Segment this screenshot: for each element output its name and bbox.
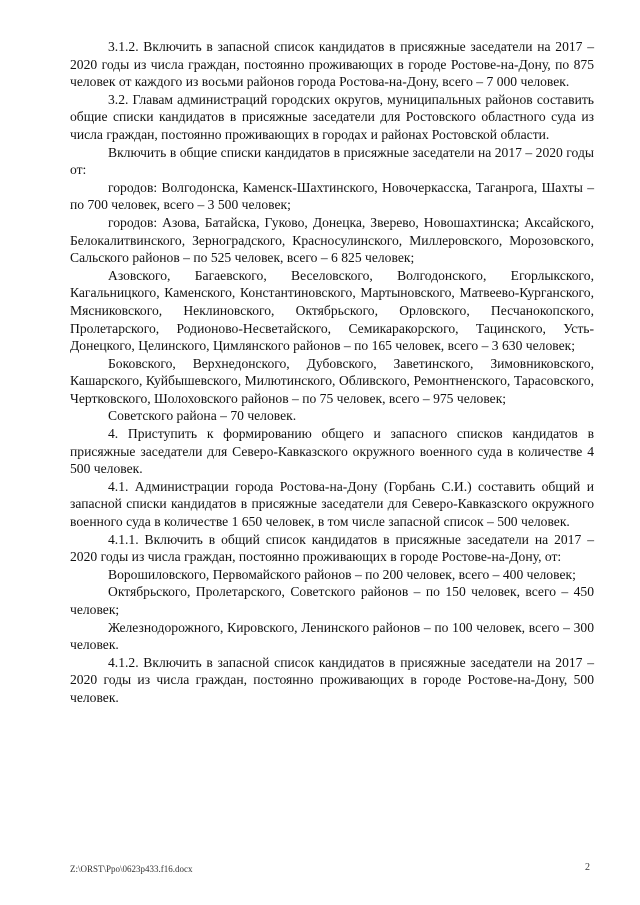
paragraph-include-general-lists: Включить в общие списки кандидатов в присяжные заседатели на 2017 – 2020 годы от: (70, 144, 594, 178)
paragraph-cities-700: городов: Волгодонска, Каменск-Шахтинского, Новочеркасска, Таганрога, Шахты – по 700 человек, всего – 3 500 человек; (70, 179, 594, 213)
paragraph-oktyabrsky-150: Октябрьского, Пролетарского, Советского районов – по 150 человек, всего – 450 человек; (70, 584, 594, 617)
paragraph-4-1: 4.1. Администрации города Ростова-на-Дону (Горбань С.И.) составить общий и запасной списки кандидатов в присяжные заседатели для Северо-Кавказского окружного военного суда в количестве 1 650 человек, в том числе запасной список – 500 человек. (70, 478, 594, 530)
paragraph-cities-districts-525: городов: Азова, Батайска, Гуково, Донецка, Зверево, Новошахтинска; Аксайского, Белокалитвинского, Зерноградского, Красносулинского, Миллеровского, Морозовского, Сальского районов – по 525 человек, всего – 6 825 человек; (70, 214, 594, 266)
footer-page-number: 2 (585, 862, 590, 873)
paragraph-districts-75: Боковского, Верхнедонского, Дубовского, Заветинского, Зимовниковского, Кашарского, Куйбышевского, Милютинского, Обливского, Ремонтненского, Тарасовского, Чертковского, Шолоховского районов – по 75 человек, всего – 975 человек; (70, 355, 594, 406)
paragraph-sovetsky-70: Советского района – 70 человек. (108, 408, 297, 424)
paragraph-3-1-2: 3.1.2. Включить в запасной список кандидатов в присяжные заседатели на 2017 – 2020 годы из числа граждан, постоянно проживающих в городе Ростове-на-Дону, по 875 человек от каждого из восьми районов города Ростова-на-Дону, всего – 7 000 человек. (70, 39, 594, 90)
paragraph-zheleznodorozhny-100: Железнодорожного, Кировского, Ленинского районов – по 100 человек, всего – 300 человек. (70, 619, 594, 653)
document-body (70, 38, 594, 707)
paragraph-4-1-2: 4.1.2. Включить в запасной список кандидатов в присяжные заседатели на 2017 – 2020 годы из числа граждан, постоянно проживающих в городе Ростове-на-Дону, 500 человек. (70, 654, 594, 705)
paragraph-4-1-1: 4.1.1. Включить в общий список кандидатов в присяжные заседатели на 2017 – 2020 годы из числа граждан, постоянно проживающих в городе Ростове-на-Дону, от: (70, 531, 594, 565)
paragraph-3-2: 3.2. Главам администраций городских округов, муниципальных районов составить общие списки кандидатов в присяжные заседатели для Ростовского областного суда из числа граждан, постоянно проживающих в городах и районах Ростовской области. (70, 91, 594, 142)
paragraph-voroshilovsky-200: Ворошиловского, Первомайского районов – по 200 человек, всего – 400 человек; (108, 566, 576, 582)
paragraph-4: 4. Приступить к формированию общего и запасного списков кандидатов в присяжные заседатели для Северо-Кавказского окружного военного суда в количестве 4 500 человек. (70, 426, 594, 477)
paragraph-districts-165: Азовского, Багаевского, Веселовского, Волгодонского, Егорлыкского, Кагальницкого, Каменского, Константиновского, Мартыновского, Матвеево-Курганского, Мясниковского, Неклиновского, Октябрьского, Орловского, Песчанокопского, Пролетарского, Родионово-Несветайского, Семикаракорского, Тацинского, Усть-Донецкого, Целинского, Цимлянского районов – по 165 человек, всего – 3 630 человек; (70, 267, 594, 354)
footer-file-path: Z:\ORST\Ppo\0623p433.f16.docx (70, 864, 193, 874)
